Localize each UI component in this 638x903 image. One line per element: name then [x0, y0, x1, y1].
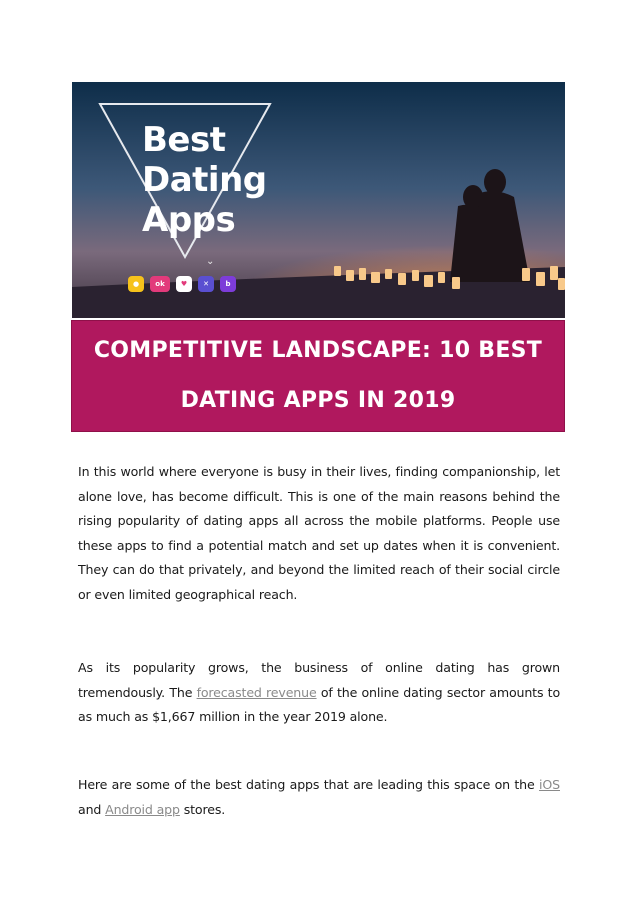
page-title-line-2: DATING APPS IN 2019	[180, 388, 456, 413]
paragraph-stores	[78, 773, 560, 822]
paragraph-revenue	[78, 656, 560, 730]
forecasted-revenue-link[interactable]: forecasted revenue	[196, 684, 317, 700]
x-app-icon: ✕	[198, 276, 214, 292]
heart-icon: ♥	[176, 276, 192, 292]
ios-link[interactable]: iOS	[539, 777, 560, 792]
hero-title-line: Apps	[142, 200, 236, 240]
text-segment: and	[78, 801, 106, 817]
hero-title-line: Best	[142, 120, 226, 160]
text-segment: of the online dating sector amounts to as much as $1,667 million in the year 2019 alone.	[78, 684, 560, 724]
android-app-link[interactable]: Android app	[105, 801, 180, 817]
hero-title	[142, 120, 267, 240]
app-icon-row	[128, 276, 236, 292]
hero-image	[72, 82, 565, 318]
chevron-down-icon: ⌄	[206, 256, 215, 267]
page-title-line-1: COMPETITIVE LANDSCAPE: 10 BEST	[93, 338, 543, 363]
text-segment: stores.	[179, 801, 226, 817]
text-segment: Here are some of the best dating apps that are leading this space on the	[78, 777, 540, 792]
text-segment: As its popularity grows, the business of online dating has grown tremendously. The	[78, 660, 560, 700]
okcupid-icon: ok	[150, 276, 170, 292]
title-banner	[71, 320, 565, 432]
bumble-icon: ●	[128, 276, 144, 292]
paragraph-intro: In this world where everyone is busy in their lives, finding companionship, let alone love, has become difficult. This is one of the main reasons behind the rising popularity of dating apps all across the mobile platforms. People use these apps to find a potential match and set up dates when it is convenient. They can do that privately, and beyond the limited reach of their social circle or even limited geographical reach.	[78, 464, 560, 602]
hero-title-line: Dating	[142, 160, 267, 200]
badoo-icon: b	[220, 276, 236, 292]
